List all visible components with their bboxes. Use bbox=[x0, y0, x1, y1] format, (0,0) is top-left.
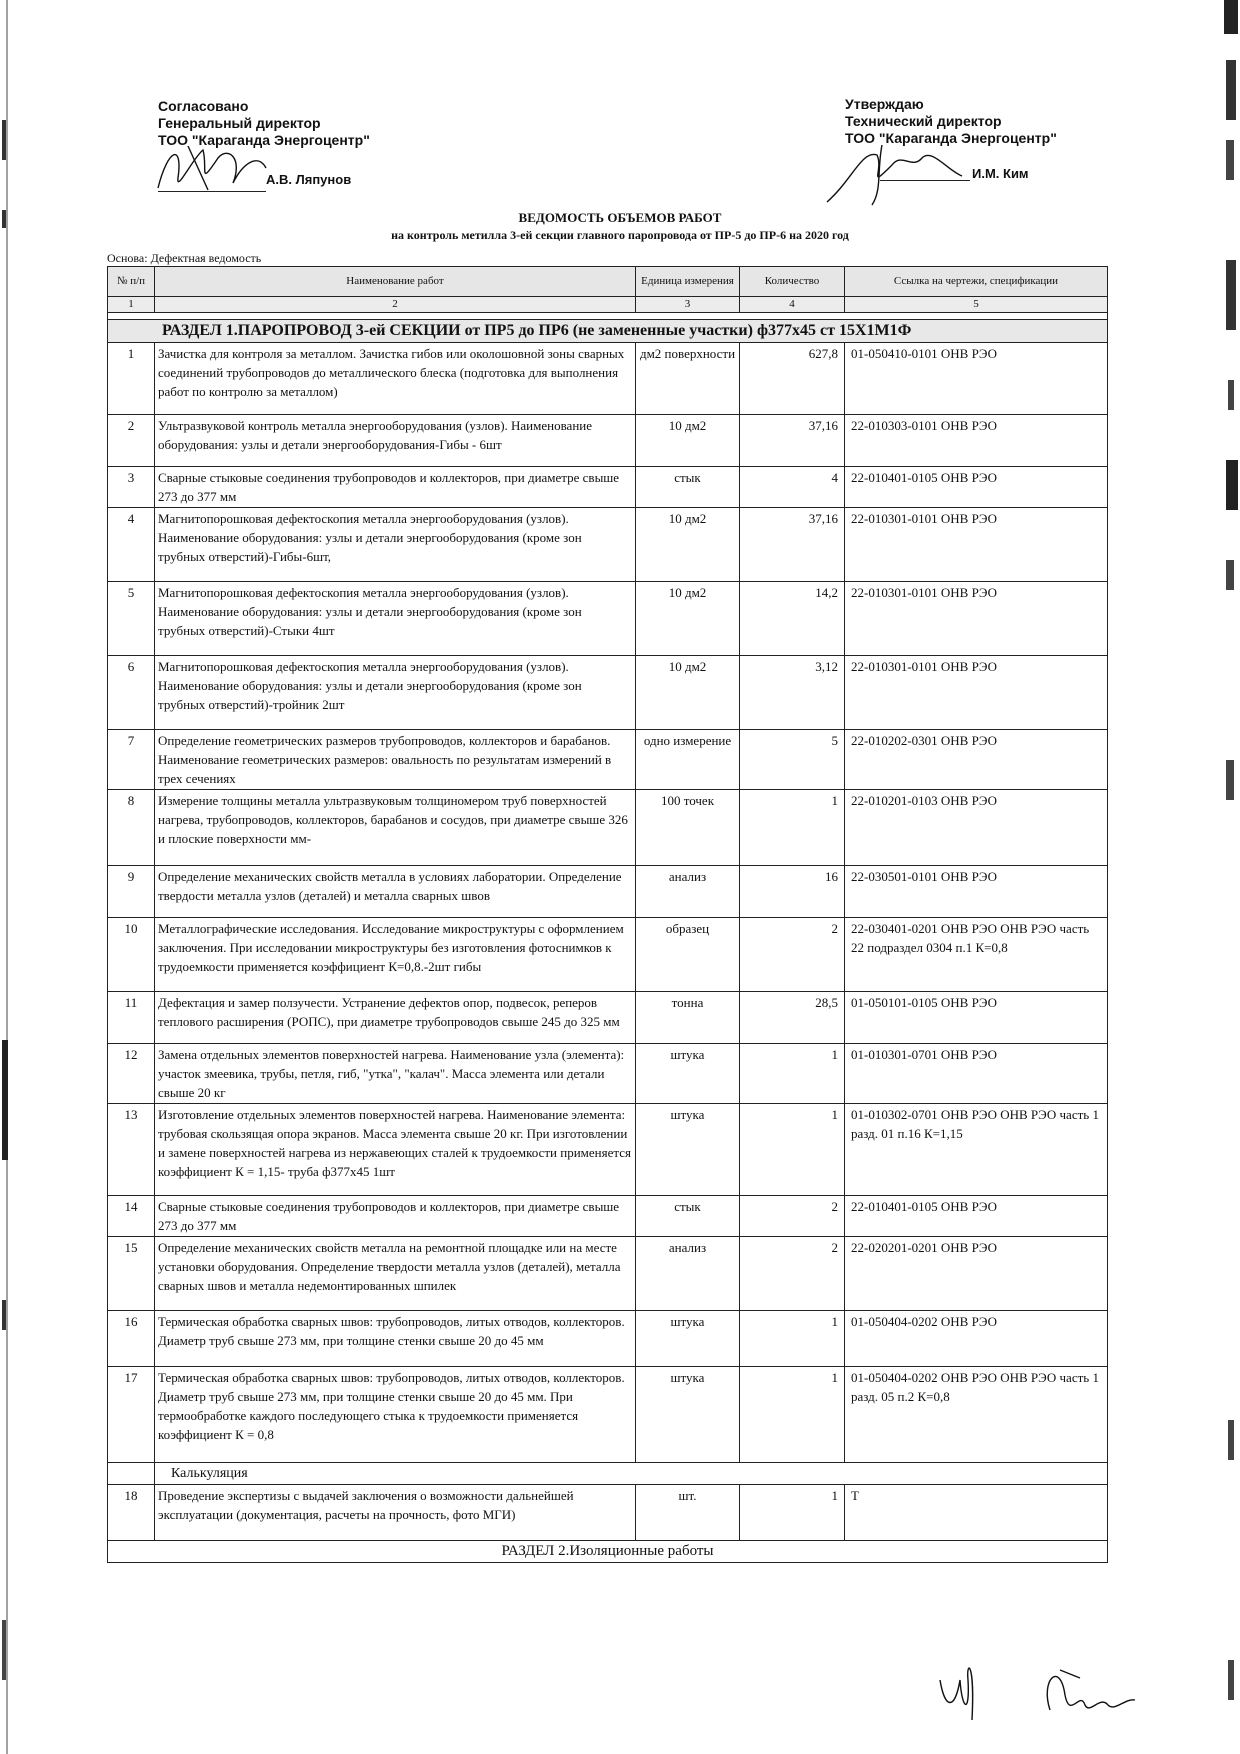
row-number: 6 bbox=[108, 656, 155, 730]
unit: 100 точек bbox=[636, 790, 740, 866]
section-2-title: РАЗДЕЛ 2.Изоляционные работы bbox=[108, 1541, 1108, 1563]
quantity: 16 bbox=[740, 866, 845, 918]
calc-empty bbox=[108, 1463, 155, 1485]
work-name: Магнитопорошковая дефектоскопия металла энергооборудования (узлов). Наименование оборудования: узлы и детали энергооборудования (кроме зон трубных отверстий)-тройник 2шт bbox=[155, 656, 636, 730]
header-unit: Единица измерения bbox=[636, 267, 740, 297]
unit: анализ bbox=[636, 866, 740, 918]
work-name: Ультразвуковой контроль металла энергооборудования (узлов). Наименование оборудования: узлы и детали энергооборудования-Гибы - 6шт bbox=[155, 415, 636, 467]
row-number: 11 bbox=[108, 992, 155, 1044]
row-number: 5 bbox=[108, 582, 155, 656]
section-1-title: РАЗДЕЛ 1.ПАРОПРОВОД 3-ей СЕКЦИИ от ПР5 до ПР6 (не замененные участки) ф377х45 ст 15Х1М1Ф bbox=[108, 320, 1108, 343]
table-row bbox=[108, 1104, 1108, 1196]
reference: 01-050101-0105 ОНВ РЭО bbox=[845, 992, 1108, 1044]
quantity: 37,16 bbox=[740, 508, 845, 582]
quantity: 1 bbox=[740, 790, 845, 866]
work-name: Изготовление отдельных элементов поверхностей нагрева. Наименование элемента: трубовая скользящая опора экранов. Масса элемента свыше 20 кг. При изготовлении и замене поверхностей нагрева из нержавеющих сталей к трудоемкости применяется коэффициент К = 1,15- труба ф377х45 1шт bbox=[155, 1104, 636, 1196]
reference: 01-050404-0202 ОНВ РЭО ОНВ РЭО часть 1 разд. 05 п.2 К=0,8 bbox=[845, 1367, 1108, 1463]
reference: 22-010201-0103 ОНВ РЭО bbox=[845, 790, 1108, 866]
work-name: Сварные стыковые соединения трубопроводов и коллекторов, при диаметре свыше 273 до 377 мм bbox=[155, 1196, 636, 1237]
scan-margin-right bbox=[1216, 0, 1240, 1754]
work-name: Магнитопорошковая дефектоскопия металла энергооборудования (узлов). Наименование оборудования: узлы и детали энергооборудования (кроме зон трубных отверстий)-Стыки 4шт bbox=[155, 582, 636, 656]
unit: одно измерение bbox=[636, 730, 740, 790]
work-name: Зачистка для контроля за металлом. Зачистка гибов или околошовной зоны сварных соединений трубопроводов до металлического блеска (подготовка для выполнения работ по контролю за металлом) bbox=[155, 343, 636, 415]
reference: 01-050404-0202 ОНВ РЭО bbox=[845, 1311, 1108, 1367]
row-number: 16 bbox=[108, 1311, 155, 1367]
row-number: 17 bbox=[108, 1367, 155, 1463]
row-number: 10 bbox=[108, 918, 155, 992]
work-name: Замена отдельных элементов поверхностей нагрева. Наименование узла (элемента): участок змеевика, трубы, петля, гиб, "утка", "калач". Масса элемента или детали свыше 20 кг bbox=[155, 1044, 636, 1104]
table-row bbox=[108, 918, 1108, 992]
quantity: 2 bbox=[740, 1196, 845, 1237]
initials-marks bbox=[930, 1650, 1140, 1730]
quantity: 627,8 bbox=[740, 343, 845, 415]
calculation-row bbox=[108, 1463, 1108, 1485]
reference: 01-050410-0101 ОНВ РЭО bbox=[845, 343, 1108, 415]
colnum-5: 5 bbox=[845, 297, 1108, 313]
unit: стык bbox=[636, 1196, 740, 1237]
row-number: 18 bbox=[108, 1485, 155, 1541]
unit: штука bbox=[636, 1311, 740, 1367]
quantity: 14,2 bbox=[740, 582, 845, 656]
work-name: Дефектация и замер ползучести. Устранение дефектов опор, подвесок, реперов теплового расширения (РОПС), при диаметре трубопроводов свыше 245 до 325 мм bbox=[155, 992, 636, 1044]
table-row bbox=[108, 467, 1108, 508]
column-number-row bbox=[108, 297, 1108, 313]
reference: 22-010303-0101 ОНВ РЭО bbox=[845, 415, 1108, 467]
row-number: 7 bbox=[108, 730, 155, 790]
colnum-1: 1 bbox=[108, 297, 155, 313]
quantity: 28,5 bbox=[740, 992, 845, 1044]
table-row bbox=[108, 992, 1108, 1044]
approval-left-name: А.В. Ляпунов bbox=[266, 172, 352, 187]
reference: 22-030401-0201 ОНВ РЭО ОНВ РЭО часть 22 подраздел 0304 п.1 К=0,8 bbox=[845, 918, 1108, 992]
quantity: 1 bbox=[740, 1104, 845, 1196]
table-row bbox=[108, 582, 1108, 656]
header-num: № п/п bbox=[108, 267, 155, 297]
unit: тонна bbox=[636, 992, 740, 1044]
work-name: Магнитопорошковая дефектоскопия металла энергооборудования (узлов). Наименование оборудования: узлы и детали энергооборудования (кроме зон трубных отверстий)-Гибы-6шт, bbox=[155, 508, 636, 582]
row-number: 8 bbox=[108, 790, 155, 866]
table-row bbox=[108, 656, 1108, 730]
document-basis: Основа: Дефектная ведомость bbox=[107, 251, 262, 265]
quantity: 2 bbox=[740, 918, 845, 992]
work-name: Определение геометрических размеров трубопроводов, коллекторов и барабанов. Наименование геометрических размеров: овальность по результатам измерений в трех сечениях bbox=[155, 730, 636, 790]
header-name: Наименование работ bbox=[155, 267, 636, 297]
colnum-2: 2 bbox=[155, 297, 636, 313]
scan-margin-left bbox=[0, 0, 22, 1754]
unit: штука bbox=[636, 1367, 740, 1463]
calculation-label: Калькуляция bbox=[155, 1463, 1108, 1485]
unit: шт. bbox=[636, 1485, 740, 1541]
volume-table bbox=[107, 266, 1108, 1563]
work-name: Термическая обработка сварных швов: трубопроводов, литых отводов, коллекторов. Диаметр труб свыше 273 мм, при толщине стенки свыше 20 до 45 мм bbox=[155, 1311, 636, 1367]
approval-right-company: ТОО "Караганда Энергоцентр" bbox=[845, 130, 1057, 146]
table-row bbox=[108, 730, 1108, 790]
colnum-4: 4 bbox=[740, 297, 845, 313]
spacer-row bbox=[108, 313, 1108, 320]
table-row bbox=[108, 1367, 1108, 1463]
approval-left-position: Генеральный директор bbox=[158, 115, 321, 131]
row-number: 12 bbox=[108, 1044, 155, 1104]
reference: 22-010202-0301 ОНВ РЭО bbox=[845, 730, 1108, 790]
reference: 22-010301-0101 ОНВ РЭО bbox=[845, 656, 1108, 730]
unit: образец bbox=[636, 918, 740, 992]
unit: 10 дм2 bbox=[636, 582, 740, 656]
document-subtitle: на контроль метилла 3-ей секции главного паропровода от ПР-5 до ПР-6 на 2020 год bbox=[391, 228, 849, 242]
unit: 10 дм2 bbox=[636, 508, 740, 582]
unit: анализ bbox=[636, 1237, 740, 1311]
quantity: 37,16 bbox=[740, 415, 845, 467]
unit: штука bbox=[636, 1104, 740, 1196]
unit: штука bbox=[636, 1044, 740, 1104]
quantity: 1 bbox=[740, 1044, 845, 1104]
quantity: 1 bbox=[740, 1311, 845, 1367]
quantity: 2 bbox=[740, 1237, 845, 1311]
header-qty: Количество bbox=[740, 267, 845, 297]
quantity: 1 bbox=[740, 1367, 845, 1463]
header-ref: Ссылка на чертежи, спецификации bbox=[845, 267, 1108, 297]
approval-left-title: Согласовано bbox=[158, 98, 249, 114]
row-number: 9 bbox=[108, 866, 155, 918]
section-1-header bbox=[108, 320, 1108, 343]
table-row bbox=[108, 1044, 1108, 1104]
row-number: 2 bbox=[108, 415, 155, 467]
section-2-header bbox=[108, 1541, 1108, 1563]
unit: 10 дм2 bbox=[636, 656, 740, 730]
work-name: Металлографические исследования. Исследование микроструктуры с оформлением заключения. При исследовании микроструктуры без изготовления фотоснимков к трудоемкости применяется коэффициент К=0,8.-2шт гибы bbox=[155, 918, 636, 992]
quantity: 5 bbox=[740, 730, 845, 790]
row-number: 15 bbox=[108, 1237, 155, 1311]
unit: 10 дм2 bbox=[636, 415, 740, 467]
table-row bbox=[108, 1237, 1108, 1311]
quantity: 3,12 bbox=[740, 656, 845, 730]
table-row bbox=[108, 508, 1108, 582]
quantity: 1 bbox=[740, 1485, 845, 1541]
table-row bbox=[108, 790, 1108, 866]
work-name: Определение механических свойств металла в условиях лаборатории. Определение твердости металла узлов (деталей) и металла сварных швов bbox=[155, 866, 636, 918]
work-name: Сварные стыковые соединения трубопроводов и коллекторов, при диаметре свыше 273 до 377 мм bbox=[155, 467, 636, 508]
row-number: 1 bbox=[108, 343, 155, 415]
row-number: 13 bbox=[108, 1104, 155, 1196]
quantity: 4 bbox=[740, 467, 845, 508]
reference: 22-010301-0101 ОНВ РЭО bbox=[845, 508, 1108, 582]
row-number: 3 bbox=[108, 467, 155, 508]
row-number: 4 bbox=[108, 508, 155, 582]
row-number: 14 bbox=[108, 1196, 155, 1237]
signature-left bbox=[148, 138, 278, 200]
approval-right-name: И.М. Ким bbox=[972, 166, 1029, 181]
table-row bbox=[108, 343, 1108, 415]
colnum-3: 3 bbox=[636, 297, 740, 313]
table-row bbox=[108, 1311, 1108, 1367]
reference: 01-010302-0701 ОНВ РЭО ОНВ РЭО часть 1 разд. 01 п.16 К=1,15 bbox=[845, 1104, 1108, 1196]
reference: 22-020201-0201 ОНВ РЭО bbox=[845, 1237, 1108, 1311]
approval-right-position: Технический директор bbox=[845, 113, 1002, 129]
reference: 01-010301-0701 ОНВ РЭО bbox=[845, 1044, 1108, 1104]
reference: 22-010401-0105 ОНВ РЭО bbox=[845, 1196, 1108, 1237]
approval-left-company: ТОО "Караганда Энергоцентр" bbox=[158, 132, 370, 148]
approval-right-title: Утверждаю bbox=[845, 96, 924, 112]
reference: Т bbox=[845, 1485, 1108, 1541]
signature-right bbox=[822, 140, 972, 210]
table-row bbox=[108, 415, 1108, 467]
document-title: ВЕДОМОСТЬ ОБЪЕМОВ РАБОТ bbox=[518, 210, 722, 225]
unit: дм2 поверхности bbox=[636, 343, 740, 415]
work-name: Измерение толщины металла ультразвуковым толщиномером труб поверхностей нагрева, трубопроводов, коллекторов, барабанов и сосудов, при диаметре свыше 326 и плоские поверхности мм- bbox=[155, 790, 636, 866]
reference: 22-030501-0101 ОНВ РЭО bbox=[845, 866, 1108, 918]
table-header-row bbox=[108, 267, 1108, 297]
work-name: Проведение экспертизы с выдачей заключения о возможности дальнейшей эксплуатации (документация, расчеты на прочность, фото МГИ) bbox=[155, 1485, 636, 1541]
table-row bbox=[108, 1196, 1108, 1237]
work-name: Определение механических свойств металла на ремонтной площадке или на месте установки оборудования. Определение твердости металла узлов (деталей), металла сварных швов и металла недемонтированных шпилек bbox=[155, 1237, 636, 1311]
unit: стык bbox=[636, 467, 740, 508]
reference: 22-010401-0105 ОНВ РЭО bbox=[845, 467, 1108, 508]
work-name: Термическая обработка сварных швов: трубопроводов, литых отводов, коллекторов. Диаметр труб свыше 273 мм, при толщине стенки свыше 20 до 45 мм. При термообработке каждого последующего стыка к трудоемкости применяется коэффициент К = 0,8 bbox=[155, 1367, 636, 1463]
reference: 22-010301-0101 ОНВ РЭО bbox=[845, 582, 1108, 656]
table-row bbox=[108, 866, 1108, 918]
table-row-18 bbox=[108, 1485, 1108, 1541]
